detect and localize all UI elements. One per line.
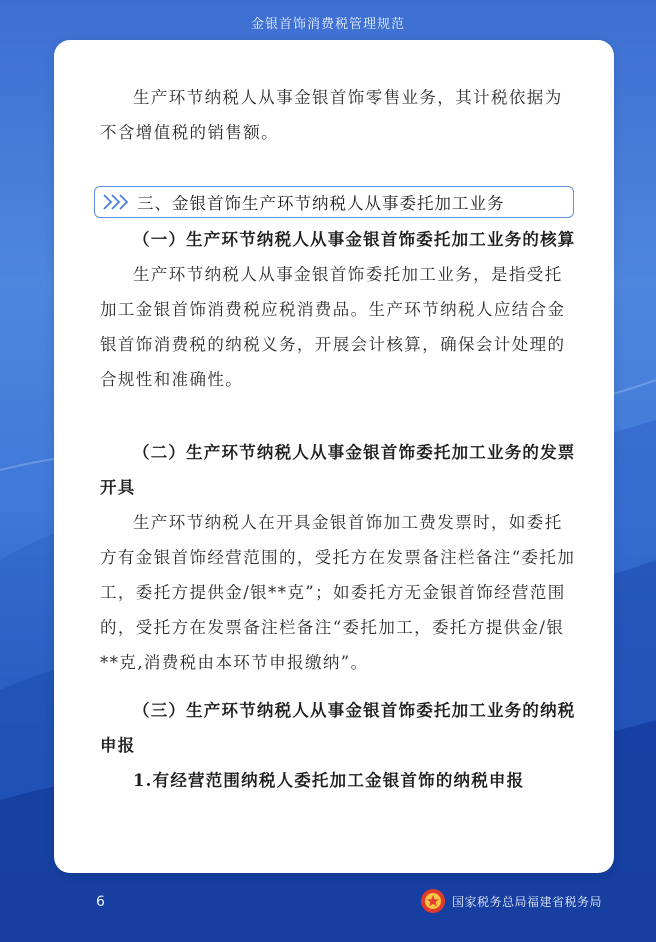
content-card [54,40,614,873]
subsection-1-heading: （一）生产环节纳税人从事金银首饰委托加工业务的核算 [133,230,576,249]
section-heading-bar [94,186,574,218]
subsection-2-body: 生产环节纳税人在开具金银首饰加工费发票时，如委托方有金银首饰经营范围的，受托方在发票备注栏备注“委托加工，委托方提供金/银**克”；如委托方无金银首饰经营范围的，受托方在发票备注栏备注“委托加工，委托方提供金/银**克,消费税由本环节申报缴纳”。 [100,513,576,672]
intro-block [100,80,578,150]
subsection-1-body: 生产环节纳税人从事金银首饰委托加工业务，是指受托加工金银首饰消费税应税消费品。生产环节纳税人应结合金银首饰消费税的纳税义务，开展会计核算，确保会计处理的合规性和准确性。 [100,265,566,389]
section-title: 三、金银首饰生产环节纳税人从事委托加工业务 [137,194,505,213]
subsection-1 [100,222,578,397]
running-header: 金银首饰消费税管理规范 [250,17,405,32]
footer-organization [420,888,602,914]
tax-emblem-icon [420,888,446,914]
subsection-3-heading: （三）生产环节纳税人从事金银首饰委托加工业务的纳税申报 [100,701,576,755]
subsection-2 [100,435,578,680]
subsection-2-heading: （二）生产环节纳税人从事金银首饰委托加工业务的发票开具 [100,443,576,497]
page-number: 6 [96,894,105,910]
double-chevron-right-icon [101,192,131,212]
subsection-3 [100,693,578,798]
organization-name: 国家税务总局福建省税务局 [452,894,603,909]
subsection-3-item: 1.有经营范围纳税人委托加工金银首饰的纳税申报 [133,771,525,790]
intro-paragraph: 生产环节纳税人从事金银首饰零售业务，其计税依据为不含增值税的销售额。 [100,88,563,142]
